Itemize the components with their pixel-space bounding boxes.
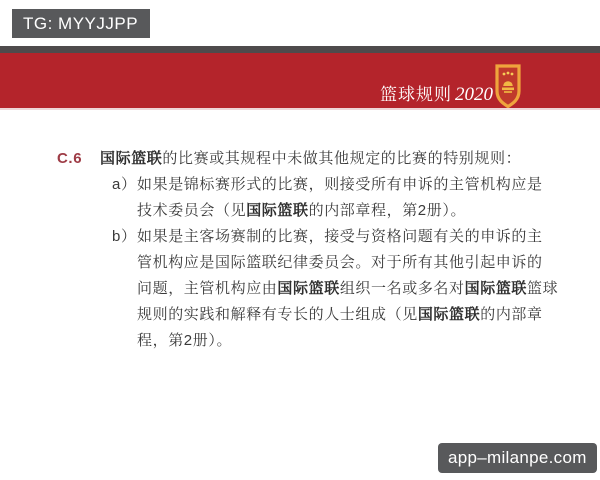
text-line [137, 198, 558, 224]
text-segment: 国际篮联 [417, 306, 481, 323]
item-marker: a） [112, 176, 137, 193]
text-segment: 的内部章程，第2册）。 [308, 202, 467, 219]
text-segment: 如果是主客场赛制的比赛，接受与资格问题有关的申诉的主 [137, 228, 543, 245]
text-segment: 规则的实践和解释有专长的人士组成（见 [137, 306, 418, 323]
page-title [380, 80, 493, 106]
text-line [137, 250, 558, 276]
item-lines [137, 172, 558, 224]
text-segment: 国际篮联 [246, 202, 309, 219]
text-segment: 管机构应是国际篮联纪律委员会。对于所有其他引起申诉的 [137, 254, 543, 271]
watermark-badge: app–milanpe.com [438, 443, 597, 473]
text-segment: 问题，主管机构应由 [137, 280, 278, 297]
header-red-band [0, 53, 600, 110]
text-segment: 的比赛或其规程中未做其他规定的比赛的特别规则： [162, 150, 522, 167]
header-dark-strip [0, 46, 600, 53]
text-segment: 国际篮联 [277, 280, 340, 297]
rule-number: C.6 [57, 150, 83, 167]
text-segment: 国际篮联 [464, 280, 528, 297]
rule-item [112, 172, 558, 224]
item-marker: b） [112, 228, 137, 245]
text-line [137, 224, 558, 250]
text-segment: 组织一名或多名对 [339, 280, 465, 297]
text-line [137, 302, 558, 328]
rule-item [112, 224, 558, 354]
rule-items [100, 172, 558, 354]
rule-text [100, 146, 558, 354]
rule-heading [100, 146, 558, 172]
text-segment: 技术委员会（见 [137, 202, 247, 219]
text-segment: 篮球 [527, 280, 559, 297]
page-title-year: 2020 [455, 84, 493, 105]
text-line [137, 328, 558, 354]
text-segment: 的内部章 [480, 306, 543, 323]
tg-channel-badge: TG: MYYJJPP [12, 9, 150, 38]
text-line [137, 276, 558, 302]
item-lines [137, 224, 558, 354]
rule-section [57, 146, 557, 354]
page-title-cn: 篮球规则 [380, 85, 452, 104]
text-segment: 程，第2册）。 [137, 332, 233, 349]
text-line [137, 172, 558, 198]
text-segment: 国际篮联 [100, 150, 163, 167]
text-segment: 如果是锦标赛形式的比赛，则接受所有申诉的主管机构应是 [137, 176, 543, 193]
fiba-crest-icon [495, 64, 521, 108]
